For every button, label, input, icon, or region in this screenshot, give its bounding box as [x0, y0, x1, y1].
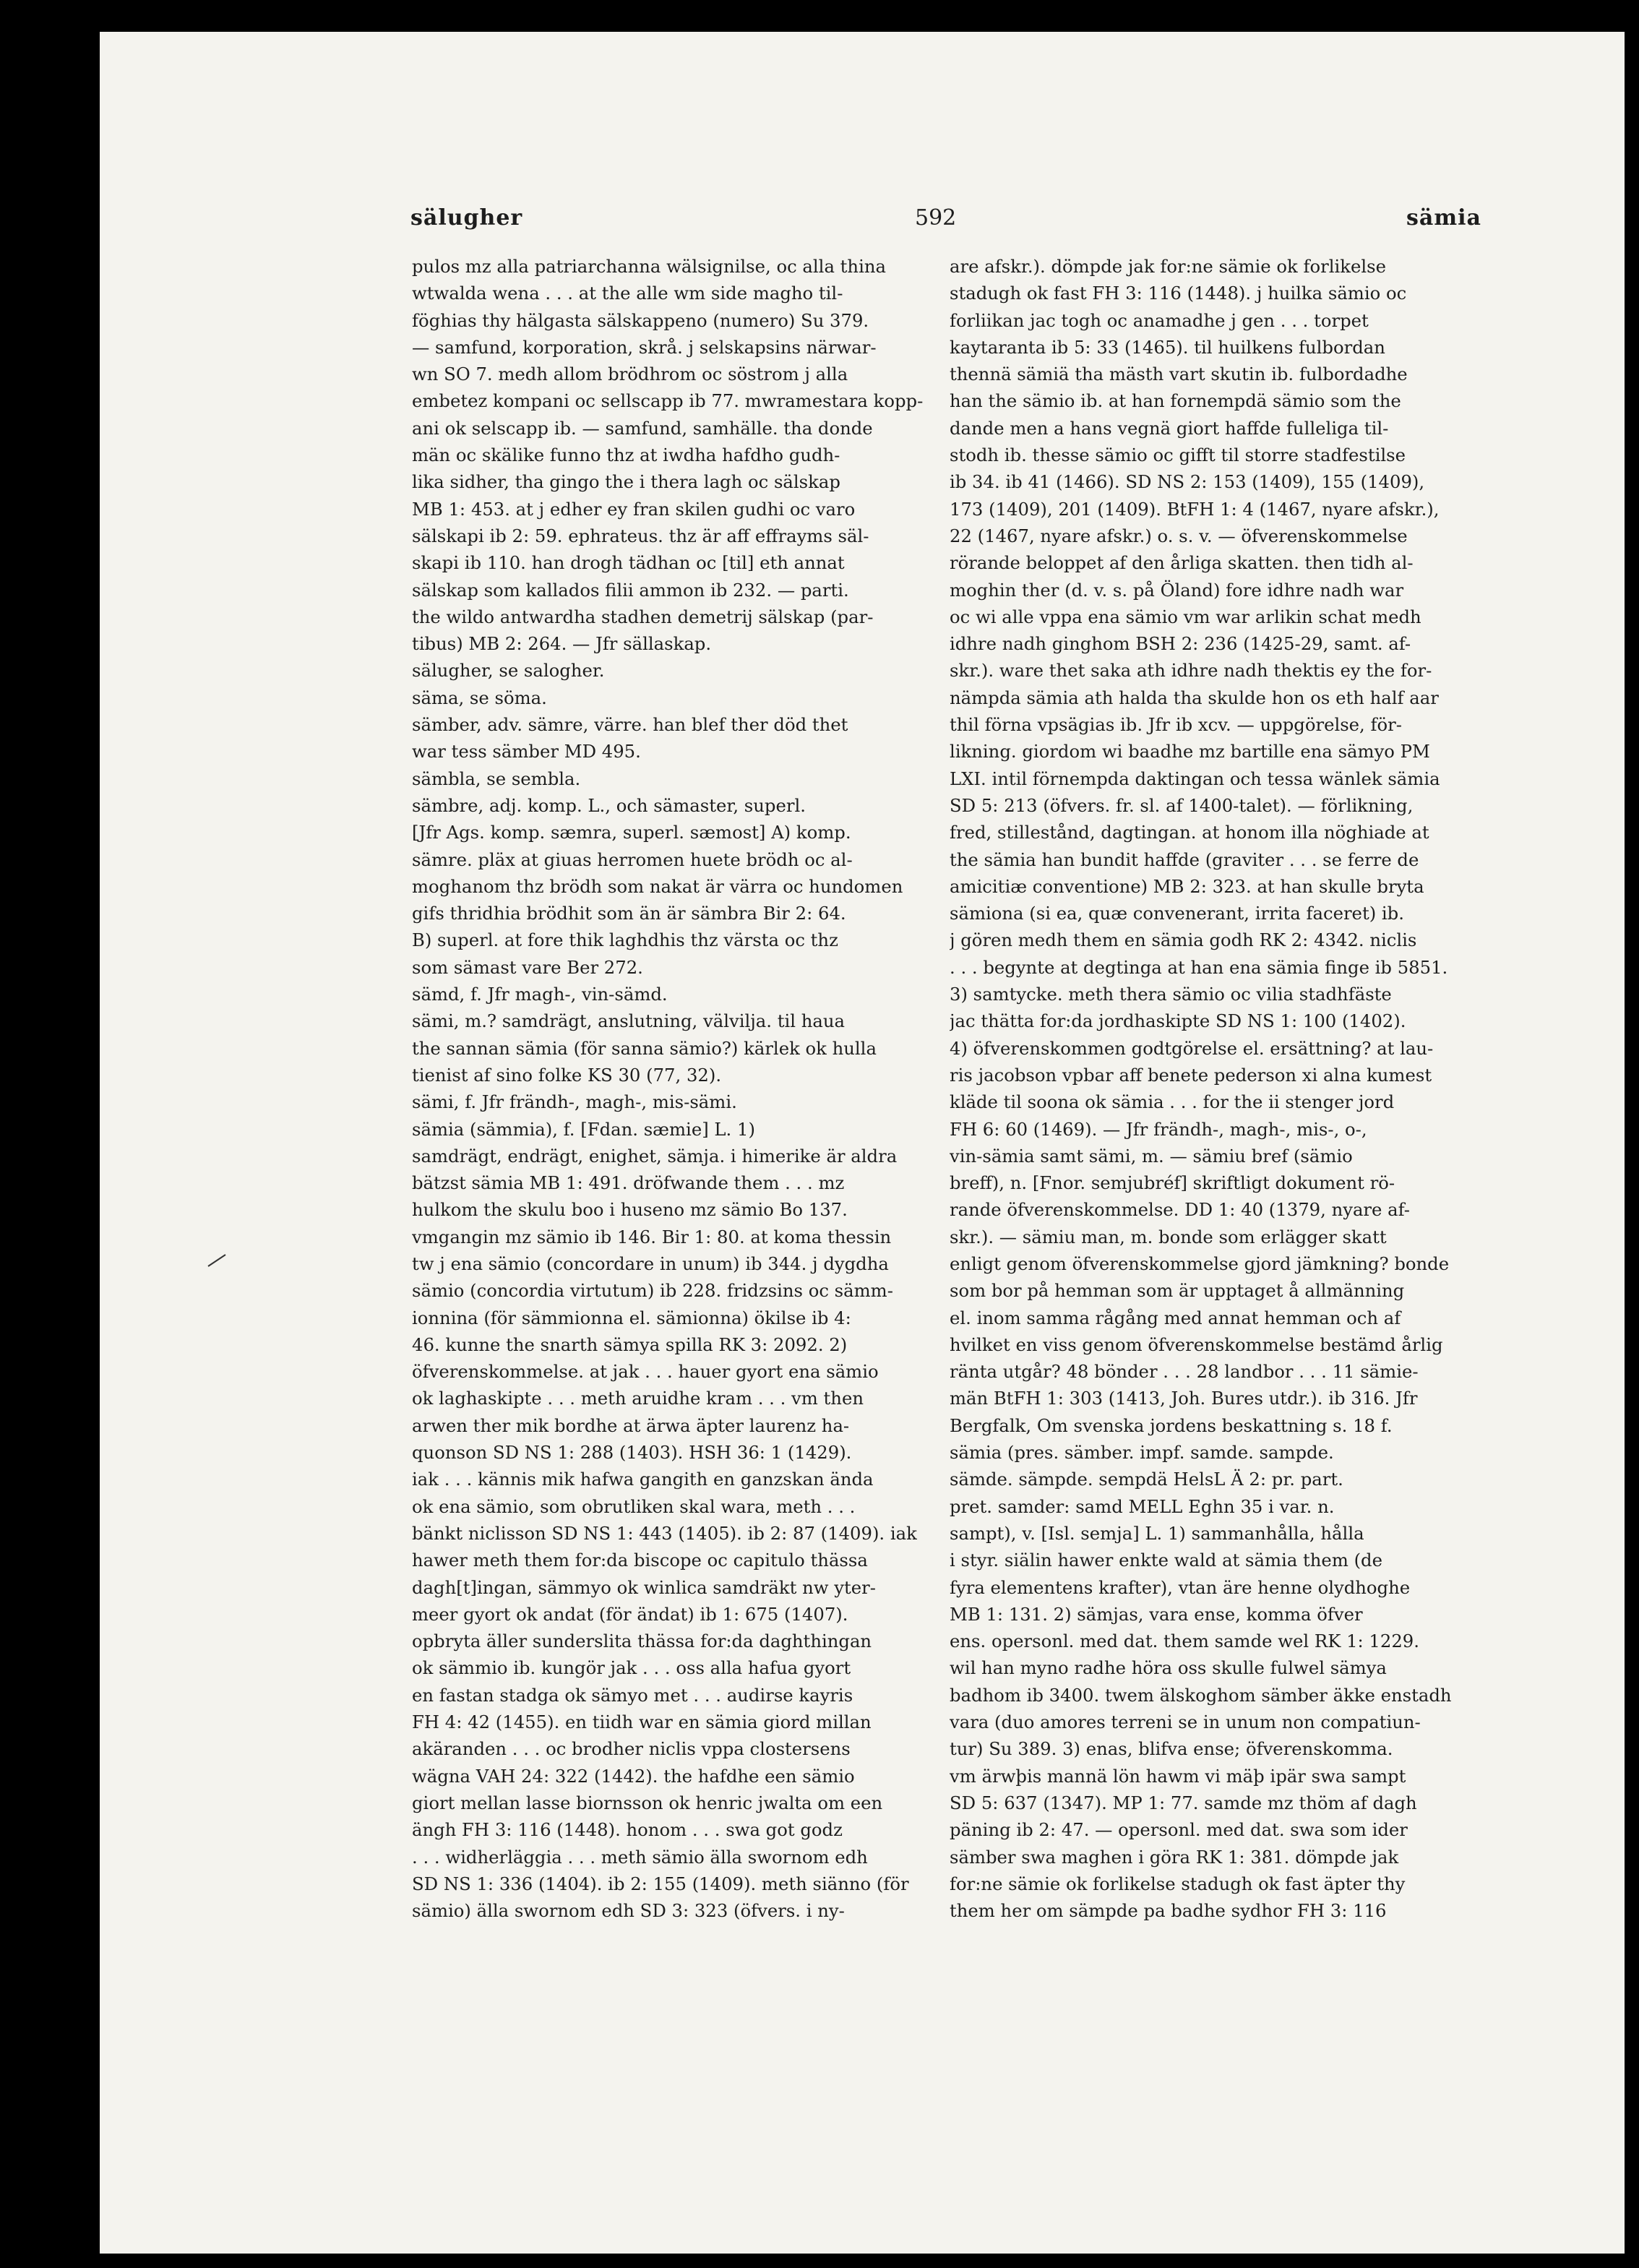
- text-line: sämio) älla swornom edh SD 3: 323 (öfvers. i ny-: [412, 1900, 845, 1922]
- text-line: sälskapi ib 2: 59. ephrateus. thz är aff effrayms säl-: [412, 525, 869, 546]
- running-head: [100, 205, 1625, 241]
- text-line: sämber swa maghen i göra RK 1: 381. dömpde jak: [950, 1846, 1399, 1868]
- text-line: the sannan sämia (för sanna sämio?) kärlek ok hulla: [412, 1037, 877, 1059]
- text-line: päning ib 2: 47. — opersonl. med dat. swa som ider: [950, 1819, 1408, 1841]
- text-line: enligt genom öfverenskommelse gjord jämkning? bonde: [950, 1253, 1450, 1274]
- text-line: ib 34. ib 41 (1466). SD NS 2: 153 (1409), 155 (1409),: [950, 471, 1425, 493]
- text-line: rörande beloppet af den årliga skatten. then tidh al-: [950, 552, 1414, 574]
- text-line: sämde. sämpde. sempdä HelsL Ä 2: pr. part.: [950, 1469, 1343, 1490]
- text-line: ani ok selscapp ib. — samfund, samhälle. tha donde: [412, 417, 873, 439]
- text-line: LXI. intil förnempda daktingan och tessa wänlek sämia: [950, 768, 1440, 789]
- text-line: el. inom samma rågång med annat hemman och af: [950, 1307, 1401, 1328]
- text-line: nämpda sämia ath halda tha skulde hon os eth half aar: [950, 687, 1439, 708]
- text-line: badhom ib 3400. twem älskoghom sämber äkke enstadh: [950, 1684, 1452, 1706]
- text-line: säma, se söma.: [412, 687, 547, 708]
- text-line: MB 1: 131. 2) sämjas, vara ense, komma öfver: [950, 1603, 1363, 1625]
- text-line: iak . . . kännis mik hafwa gangith en ganzskan ända: [412, 1469, 874, 1490]
- text-line: ens. opersonl. med dat. them samde wel RK 1: 1229.: [950, 1631, 1419, 1652]
- text-line: pret. samder: samd MELL Eghn 35 i var. n.: [950, 1495, 1335, 1517]
- text-line: ok laghaskipte . . . meth aruidhe kram . . . vm then: [412, 1388, 864, 1409]
- text-line: sämre. pläx at giuas herromen huete brödh oc al-: [412, 849, 853, 870]
- text-line: han the sämio ib. at han fornempdä sämio som the: [950, 390, 1401, 412]
- text-line: moghanom thz brödh som nakat är värra oc hundomen: [412, 875, 903, 897]
- text-line: . . . begynte at degtinga at han ena sämia finge ib 5851.: [950, 956, 1448, 978]
- text-line: sämiona (si ea, quæ convenerant, irrita faceret) ib.: [950, 903, 1404, 924]
- text-line: giort mellan lasse biornsson ok henric jwalta om een: [412, 1792, 883, 1813]
- text-line: wägna VAH 24: 322 (1442). the hafdhe een sämio: [412, 1765, 855, 1787]
- text-line: sämbla, se sembla.: [412, 768, 581, 789]
- text-line: stadugh ok fast FH 3: 116 (1448). j huilka sämio oc: [950, 283, 1407, 304]
- text-line: sämd, f. Jfr magh-, vin-sämd.: [412, 984, 668, 1005]
- text-line: ionnina (för sämmionna el. sämionna) ökilse ib 4:: [412, 1307, 851, 1328]
- text-line: tur) Su 389. 3) enas, blifva ense; öfverenskomma.: [950, 1738, 1393, 1760]
- text-line: sämi, m.? samdrägt, anslutning, välvilja. til haua: [412, 1010, 845, 1032]
- text-line: sämio (concordia virtutum) ib 228. fridzsins oc sämm-: [412, 1280, 893, 1302]
- text-line: skapi ib 110. han drogh tädhan oc [til] eth annat: [412, 552, 845, 574]
- right-guide-word: sämia: [1406, 205, 1481, 231]
- text-line: MB 1: 453. at j edher ey fran skilen gudhi oc varo: [412, 498, 856, 520]
- text-line: rande öfverenskommelse. DD 1: 40 (1379, nyare af-: [950, 1199, 1410, 1221]
- text-line: embetez kompani oc sellscapp ib 77. mwramestara kopp-: [412, 390, 924, 412]
- text-line: for:ne sämie ok forlikelse stadugh ok fast äpter thy: [950, 1873, 1406, 1894]
- text-line: SD 5: 637 (1347). MP 1: 77. samde mz thöm af dagh: [950, 1792, 1417, 1813]
- text-line: vin-sämia samt sämi, m. — sämiu bref (sämio: [950, 1145, 1353, 1167]
- text-line: stodh ib. thesse sämio oc gifft til storre stadfestilse: [950, 444, 1406, 466]
- text-line: sämia (sämmia), f. [Fdan. sæmie] L. 1): [412, 1118, 755, 1140]
- text-line: thil förna vpsägias ib. Jfr ib xcv. — uppgörelse, för-: [950, 714, 1402, 736]
- text-line: sämia (pres. sämber. impf. samde. sampde.: [950, 1442, 1334, 1464]
- text-line: gifs thridhia brödhit som än är sämbra Bir 2: 64.: [412, 903, 846, 924]
- text-line: 22 (1467, nyare afskr.) o. s. v. — öfverenskommelse: [950, 525, 1408, 546]
- right-column: [950, 253, 1499, 1924]
- text-line: samdrägt, endrägt, enighet, sämja. i himerike är aldra: [412, 1145, 898, 1167]
- text-line: sampt), v. [Isl. semja] L. 1) sammanhålla, hålla: [950, 1522, 1364, 1544]
- text-line: sämber, adv. sämre, värre. han blef ther död thet: [412, 714, 848, 736]
- text-line: bänkt niclisson SD NS 1: 443 (1405). ib 2: 87 (1409). iak: [412, 1522, 917, 1544]
- text-line: moghin ther (d. v. s. på Öland) fore idhre nadh war: [950, 579, 1404, 601]
- left-guide-word: sälugher: [410, 205, 523, 231]
- text-line: kläde til soona ok sämia . . . for the ii stenger jord: [950, 1091, 1395, 1113]
- text-line: hawer meth them for:da biscope oc capitulo thässa: [412, 1550, 868, 1571]
- text-line: som sämast vare Ber 272.: [412, 956, 643, 978]
- text-line: lika sidher, tha gingo the i thera lagh oc sälskap: [412, 471, 840, 493]
- text-line: oc wi alle vppa ena sämio vm war arlikin schat medh: [950, 606, 1421, 627]
- text-line: FH 4: 42 (1455). en tiidh war en sämia giord millan: [412, 1711, 872, 1733]
- text-line: sämbre, adj. komp. L., och sämaster, superl.: [412, 794, 806, 816]
- page-number: 592: [915, 205, 957, 231]
- text-line: j gören medh them en sämia godh RK 2: 4342. niclis: [950, 929, 1417, 951]
- text-line: tw j ena sämio (concordare in unum) ib 344. j dygdha: [412, 1253, 889, 1274]
- text-line: 173 (1409), 201 (1409). BtFH 1: 4 (1467, nyare afskr.),: [950, 498, 1440, 520]
- text-line: amicitiæ conventione) MB 2: 323. at han skulle bryta: [950, 875, 1424, 897]
- text-line: män BtFH 1: 303 (1413, Joh. Bures utdr.). ib 316. Jfr: [950, 1388, 1418, 1409]
- text-line: vm ärwþis mannä lön hawm vi mäþ ipär swa sampt: [950, 1765, 1406, 1787]
- text-line: 46. kunne the snarth sämya spilla RK 3: 2092. 2): [412, 1333, 848, 1355]
- text-line: ok ena sämio, som obrutliken skal wara, meth . . .: [412, 1495, 856, 1517]
- text-line: . . . widherläggia . . . meth sämio älla swornom edh: [412, 1846, 868, 1868]
- text-line: bätzst sämia MB 1: 491. dröfwande them . . . mz: [412, 1172, 845, 1194]
- text-line: sämi, f. Jfr frändh-, magh-, mis-sämi.: [412, 1091, 737, 1113]
- text-line: skr.). ware thet saka ath idhre nadh thektis ey the for-: [950, 660, 1432, 682]
- text-line: 3) samtycke. meth thera sämio oc vilia stadhfäste: [950, 984, 1392, 1005]
- text-line: SD 5: 213 (öfvers. fr. sl. af 1400-talet). — förlikning,: [950, 794, 1414, 816]
- text-line: FH 6: 60 (1469). — Jfr frändh-, magh-, mis-, o-,: [950, 1118, 1367, 1140]
- text-line: are afskr.). dömpde jak for:ne sämie ok forlikelse: [950, 256, 1386, 277]
- text-line: ränta utgår? 48 bönder . . . 28 landbor . . . 11 sämie-: [950, 1361, 1419, 1383]
- text-line: tienist af sino folke KS 30 (77, 32).: [412, 1064, 722, 1086]
- text-line: hvilket en viss genom öfverenskommelse bestämd årlig: [950, 1333, 1443, 1355]
- text-line: vara (duo amores terreni se in unum non compatiun-: [950, 1711, 1421, 1733]
- text-line: fred, stillestånd, dagtingan. at honom illa nöghiade at: [950, 822, 1429, 843]
- text-line: idhre nadh ginghom BSH 2: 236 (1425-29, samt. af-: [950, 633, 1411, 655]
- text-line: i styr. siälin hawer enkte wald at sämia them (de: [950, 1550, 1382, 1571]
- text-line: meer gyort ok andat (för ändat) ib 1: 675 (1407).: [412, 1603, 848, 1625]
- text-line: hulkom the skulu boo i huseno mz sämio Bo 137.: [412, 1199, 848, 1221]
- text-line: ängh FH 3: 116 (1448). honom . . . swa got godz: [412, 1819, 843, 1841]
- text-line: — samfund, korporation, skrå. j selskapsins närwar-: [412, 336, 877, 358]
- text-line: likning. giordom wi baadhe mz bartille ena sämyo PM: [950, 741, 1430, 763]
- text-line: [Jfr Ags. komp. sæmra, superl. sæmost] A) komp.: [412, 822, 851, 843]
- text-line: öfverenskommelse. at jak . . . hauer gyort ena sämio: [412, 1361, 879, 1383]
- text-line: kaytaranta ib 5: 33 (1465). til huilkens fulbordan: [950, 336, 1385, 358]
- text-line: skr.). — sämiu man, m. bonde som erlägger skatt: [950, 1226, 1387, 1247]
- text-line: B) superl. at fore thik laghdhis thz värsta oc thz: [412, 929, 838, 951]
- text-line: thennä sämiä tha mästh vart skutin ib. fulbordadhe: [950, 364, 1408, 385]
- text-line: pulos mz alla patriarchanna wälsignilse, oc alla thina: [412, 256, 886, 277]
- text-line: wn SO 7. medh allom brödhrom oc söstrom j alla: [412, 364, 848, 385]
- text-line: en fastan stadga ok sämyo met . . . audirse kayris: [412, 1684, 853, 1706]
- text-line: tibus) MB 2: 264. — Jfr sällaskap.: [412, 633, 712, 655]
- dictionary-page: [100, 32, 1625, 2254]
- text-line: sälskap som kallados filii ammon ib 232. — parti.: [412, 579, 849, 601]
- text-line: the wildo antwardha stadhen demetrij sälskap (par-: [412, 606, 874, 627]
- text-line: quonson SD NS 1: 288 (1403). HSH 36: 1 (1429).: [412, 1442, 852, 1464]
- text-line: män oc skälike funno thz at iwdha hafdho gudh-: [412, 444, 840, 466]
- text-line: breff), n. [Fnor. semjubréf] skriftligt dokument rö-: [950, 1172, 1395, 1194]
- margin-pencil-mark: [207, 1253, 227, 1268]
- text-line: forliikan jac togh oc anamadhe j gen . . . torpet: [950, 309, 1369, 331]
- text-line: opbryta äller sunderslita thässa for:da daghthingan: [412, 1631, 872, 1652]
- text-line: the sämia han bundit haffde (graviter . . . se ferre de: [950, 849, 1419, 870]
- text-line: 4) öfverenskommen godtgörelse el. ersättning? at lau-: [950, 1037, 1434, 1059]
- text-line: jac thätta for:da jordhaskipte SD NS 1: 100 (1402).: [950, 1010, 1406, 1032]
- text-line: dande men a hans vegnä giort haffde fulleliga til-: [950, 417, 1389, 439]
- text-line: wtwalda wena . . . at the alle wm side magho til-: [412, 283, 843, 304]
- text-line: som bor på hemman som är upptaget å allmänning: [950, 1280, 1405, 1302]
- text-line: them her om sämpde pa badhe sydhor FH 3: 116: [950, 1900, 1387, 1922]
- left-column: [412, 253, 943, 1924]
- text-line: Bergfalk, Om svenska jordens beskattning s. 18 f.: [950, 1414, 1393, 1436]
- text-line: vmgangin mz sämio ib 146. Bir 1: 80. at koma thessin: [412, 1226, 892, 1247]
- text-line: sälugher, se salogher.: [412, 660, 605, 682]
- text-line: dagh[t]ingan, sämmyo ok winlica samdräkt nw yter-: [412, 1576, 876, 1598]
- text-line: akäranden . . . oc brodher niclis vppa clostersens: [412, 1738, 851, 1760]
- text-line: föghias thy hälgasta sälskappeno (numero) Su 379.: [412, 309, 869, 331]
- text-line: wil han myno radhe höra oss skulle fulwel sämya: [950, 1657, 1387, 1679]
- text-line: SD NS 1: 336 (1404). ib 2: 155 (1409). meth siänno (för: [412, 1873, 909, 1894]
- text-line: arwen ther mik bordhe at ärwa äpter laurenz ha-: [412, 1414, 850, 1436]
- text-line: ok sämmio ib. kungör jak . . . oss alla hafua gyort: [412, 1657, 851, 1679]
- text-line: fyra elementens krafter), vtan äre henne olydhoghe: [950, 1576, 1411, 1598]
- text-line: war tess sämber MD 495.: [412, 741, 641, 763]
- text-line: ris jacobson vpbar aff benete pederson xi alna kumest: [950, 1064, 1432, 1086]
